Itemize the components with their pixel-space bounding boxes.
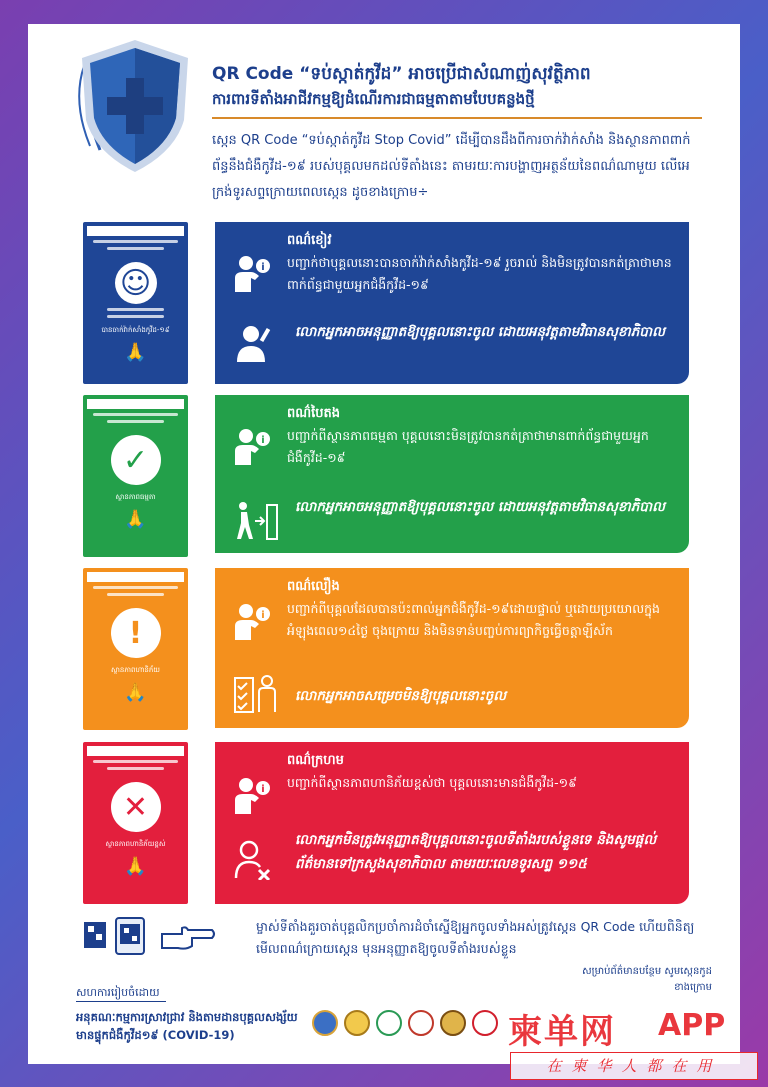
intro-text: ស្កេន QR Code “ទប់ស្កាត់កូវីដ Stop Covid” ដើម្បីបានដឹងពីការចាក់វ៉ាក់សាំង និងស្ថានភាពពាក់ព័ន្ធនឹងជំងឺកូវីដ-១៩ របស់បុគ្គលមកដល់ទីតាំងនេះ តាមរយៈការបង្ហាញអត្ថន័យនៃពណ៌ណាមួយ លើអេក្រង់ទូរសព្ទក្រោយពេលស្កេន ដូចខាងក្រោម÷ [212, 133, 691, 200]
avatar: ☺ [115, 262, 157, 304]
ministry-logo-icon [344, 1010, 370, 1036]
phone-status-label: បានចាក់វ៉ាក់សាំងកូវីដ-១៩ [101, 326, 170, 334]
person-info-icon [233, 776, 273, 816]
status-title: ពណ៌ខៀវ [287, 233, 332, 248]
svg-text:i: i [261, 610, 265, 621]
status-card-yellow [215, 568, 689, 728]
person-entering-door-icon [233, 501, 279, 541]
status-description: បញ្ជាក់ថាបុគ្គលនោះបានចាក់វ៉ាក់សាំងកូវីដ-១៩ រួចរាល់ និងមិនត្រូវបានកត់ត្រាថាមានពាក់ព័ន្ធជាមួយអ្នកជំងឺកូវីដ-១៩ [287, 255, 672, 292]
red-cross-logo-icon [472, 1010, 498, 1036]
organizer-name: អនុគណៈកម្មការស្រាវជ្រាវ និងតាមដានបុគ្គលសង្ស័យមានផ្ទុកជំងឺកូវីដ១៩ (COVID-19) [76, 1010, 298, 1042]
svg-text:i: i [261, 784, 265, 795]
vaccinated-person-icon [233, 322, 273, 362]
status-description: បញ្ជាក់ពីបុគ្គលដែលបានប៉ះពាល់អ្នកជំងឺកូវីដ-១៩ដោយផ្ទាល់ ឬដោយប្រយោលក្នុងអំឡុងពេល១៤ថ្ងៃ ចុងក្រោយ និងមិនទាន់បញ្ចប់ការព្យាកិច្ចធ្វើចត្តាឡីស័ក [287, 601, 660, 638]
phone-screen-yellow [83, 568, 188, 730]
organized-by-label: សហការរៀបចំដោយ [76, 986, 160, 999]
phone-header [87, 746, 184, 756]
status-card-green [215, 395, 689, 553]
warning-icon: ! [111, 608, 161, 658]
org-divider [76, 1001, 166, 1002]
cross-icon: ✕ [111, 782, 161, 832]
person-denied-icon [233, 840, 273, 880]
partner-logos [312, 1010, 498, 1040]
watermark-brand: 柬单网 [508, 1012, 616, 1052]
status-action: លោកអ្នកអាចអនុញ្ញាតឱ្យបុគ្គលនោះចូល ដោយអនុវត្តតាមវិធានសុខាភិបាល [295, 324, 666, 340]
status-card-blue [215, 222, 689, 384]
shield-icon [70, 30, 200, 180]
phone-status-label: ស្ថានភាពហានិភ័យខ្ពស់ [105, 840, 166, 848]
watermark [508, 1004, 764, 1084]
ministry-logo-icon [440, 1010, 466, 1036]
status-action: លោកអ្នកអាចអនុញ្ញាតឱ្យបុគ្គលនោះចូល ដោយអនុវត្តតាមវិធានសុខាភិបាល [295, 499, 666, 515]
phone-status-label: ស្ថានភាពធម្មតា [115, 493, 156, 501]
ministry-logo-icon [376, 1010, 402, 1036]
greeting-hands-icon: 🙏 [124, 856, 147, 877]
ministry-logo-icon [408, 1010, 434, 1036]
status-title: ពណ៌លឿង [287, 579, 340, 594]
greeting-hands-icon: 🙏 [124, 342, 147, 363]
phone-header [87, 572, 184, 582]
greeting-hands-icon: 🙏 [124, 682, 147, 703]
phone-screen-blue [83, 222, 188, 384]
phone-header [87, 399, 184, 409]
ministry-logo-icon [312, 1010, 338, 1036]
status-description: បញ្ជាក់ពីស្ថានភាពធម្មតា បុគ្គលនោះមិនត្រូវបានកត់ត្រាថាមានពាក់ព័ន្ធជាមួយអ្នកជំងឺកូវីដ-១៩ [287, 428, 649, 465]
status-action: លោកអ្នកមិនត្រូវអនុញ្ញាតឱ្យបុគ្គលនោះចូលទីតាំងរបស់ខ្លួនទេ និងសូមផ្តល់ព័ត៌មានទៅក្រសួងសុខាភិបាល តាមរយៈលេខទូរសព្ទ ១១៥ [295, 832, 657, 872]
status-description: បញ្ជាក់ពីស្ថានភាពហានិភ័យខ្ពស់ថា បុគ្គលនោះមានជំងឺកូវីដ-១៩ [287, 775, 577, 790]
person-info-icon [233, 427, 273, 467]
checklist-person-icon [233, 674, 279, 714]
person-info-icon [233, 254, 273, 294]
status-title: ពណ៌ក្រហម [287, 753, 344, 768]
watermark-slogan: 在柬华人都在用 [510, 1052, 758, 1080]
title-divider [212, 117, 702, 119]
page-title: QR Code “ទប់ស្កាត់កូវីដ” អាចប្រើជាសំណាញ់សុវត្ថិភាព [212, 64, 591, 84]
phone-header [87, 226, 184, 236]
status-card-red [215, 742, 689, 904]
status-action: លោកអ្នកអាចសម្រេចមិនឱ្យបុគ្គលនោះចូល [295, 688, 507, 704]
svg-text:i: i [261, 262, 265, 273]
svg-text:i: i [261, 435, 265, 446]
more-info-text: សម្រាប់ព័ត៌មានបន្ថែម សូមស្កេនកូដខាងក្រោម [582, 966, 712, 993]
person-info-icon [233, 602, 273, 642]
page-subtitle: ការពារទីតាំងអាជីវកម្មឱ្យដំណើរការជាធម្មតាតាមបែបគន្លងថ្មី [212, 90, 535, 108]
phone-screen-green [83, 395, 188, 557]
footer-instruction: ម្ចាស់ទីតាំងគួរចាត់បុគ្គលិកប្រចាំការដំចាំស្នើឱ្យអ្នកចូលទាំងអស់ត្រូវស្កេន QR Code ហើយពិនិត្យមើលពណ៌ក្រោយស្កេន មុនអនុញ្ញាតឱ្យចូលទីតាំងរបស់ខ្លួន [256, 919, 695, 956]
scan-qr-icon [82, 912, 222, 958]
check-icon: ✓ [111, 435, 161, 485]
greeting-hands-icon: 🙏 [124, 509, 147, 530]
status-title: ពណ៌បៃតង [287, 406, 341, 421]
watermark-app: APP [658, 1008, 726, 1043]
phone-screen-red [83, 742, 188, 904]
phone-status-label: ស្ថានភាពហានិភ័យ [111, 666, 160, 674]
